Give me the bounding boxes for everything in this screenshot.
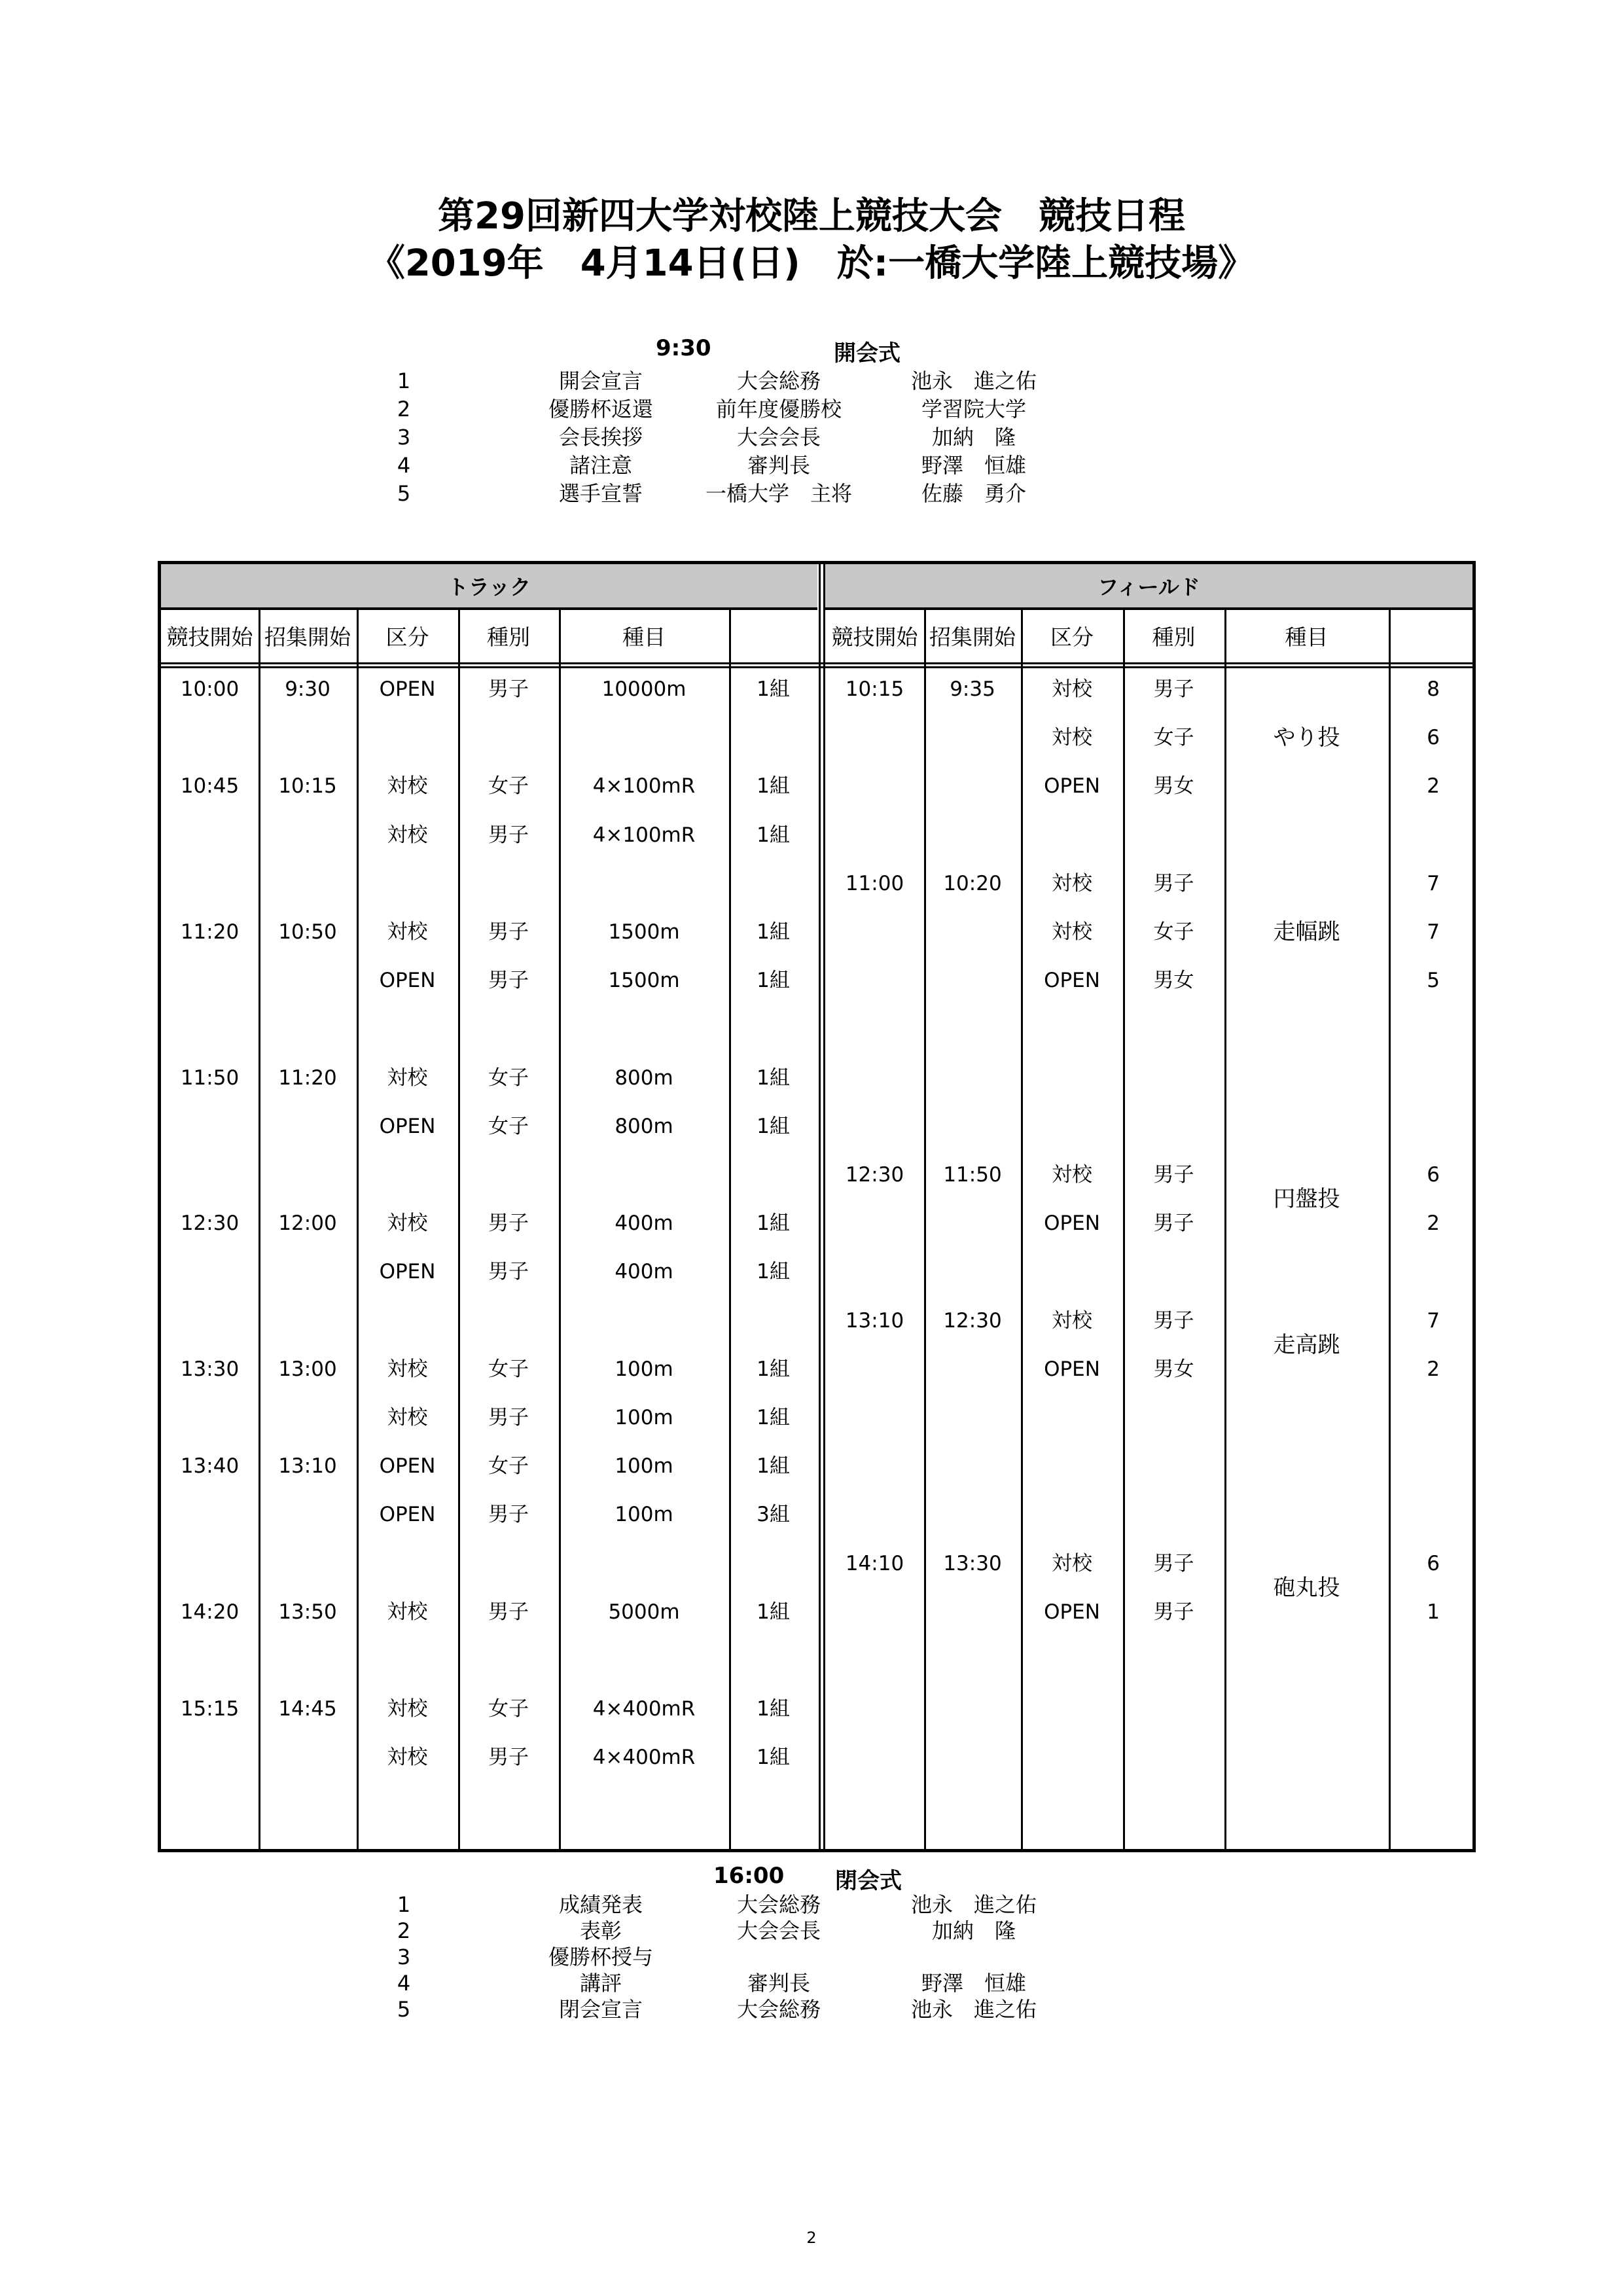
- opening-item-no: 2: [397, 397, 411, 422]
- opening-item-role: 大会会長: [736, 425, 821, 450]
- track-cell-cat: 男子: [488, 920, 529, 944]
- field-section-header: フィールド: [825, 564, 1472, 610]
- track-cell-cat: 男子: [488, 677, 529, 701]
- field-cell-div: OPEN: [1044, 774, 1100, 798]
- field-cell-start: [825, 919, 924, 945]
- track-cell-cat: 男子: [488, 1260, 529, 1283]
- track-cell-heat: 1組: [757, 969, 790, 992]
- track-cell-call: 11:20: [278, 1066, 337, 1090]
- field-header-cell: [1389, 613, 1472, 662]
- field-cell-cat: 男子: [1153, 872, 1194, 895]
- track-cell-start: 11:20: [180, 920, 240, 944]
- track-cell-event: 4×400mR: [592, 1697, 696, 1721]
- field-cell-call: 10:20: [943, 872, 1002, 895]
- field-cell-start: 12:30: [845, 1163, 904, 1187]
- track-cell-cat: 男子: [488, 823, 529, 847]
- closing-item-no: 1: [397, 1892, 411, 1917]
- opening-item-person: 学習院大学: [921, 397, 1026, 422]
- track-cell-event: 4×400mR: [592, 1746, 696, 1769]
- field-header-cell: 招集開始: [929, 624, 1016, 650]
- track-cell-start: 13:30: [180, 1357, 240, 1381]
- track-cell-div: 対校: [387, 920, 428, 944]
- field-cell-call: [924, 919, 1021, 945]
- field-cell-count: 6: [1427, 726, 1440, 749]
- track-cell-event: 1500m: [608, 969, 680, 992]
- field-cell-call: [924, 1599, 1021, 1625]
- track-cell-call: 14:45: [278, 1697, 337, 1721]
- track-cell-event: 4×100mR: [592, 823, 696, 847]
- opening-item-no: 1: [397, 368, 411, 393]
- opening-item-item: 選手宣誓: [558, 481, 643, 506]
- page-number: 2: [806, 2229, 817, 2247]
- closing-item-row: [0, 1995, 1623, 2024]
- track-cell-div: 対校: [387, 774, 428, 798]
- field-cell-start: 11:00: [845, 872, 904, 895]
- track-cell-cat: 女子: [488, 1697, 529, 1721]
- field-header-cell: 種別: [1152, 624, 1196, 650]
- field-cell-cat: 男女: [1153, 1357, 1194, 1381]
- track-cell-call: 13:50: [278, 1600, 337, 1624]
- track-header-cell: 種目: [622, 624, 666, 650]
- field-cell-call: [924, 725, 1021, 751]
- field-cell-call: [924, 773, 1021, 799]
- track-cell-call: [259, 1113, 357, 1139]
- field-cell-count: 2: [1427, 774, 1440, 798]
- closing-item-item: 表彰: [579, 1918, 622, 1943]
- closing-item-person: 池永 進之佑: [910, 1892, 1037, 1917]
- field-cell-start: [825, 1210, 924, 1236]
- closing-time: 16:00: [713, 1863, 785, 1889]
- track-cell-call: [259, 822, 357, 848]
- track-cell-start: 12:30: [180, 1211, 240, 1235]
- track-cell-start: [161, 822, 259, 848]
- opening-item-row: [0, 395, 1623, 423]
- field-event-name: 走高跳: [1273, 1332, 1340, 1358]
- track-cell-start: 15:15: [180, 1697, 240, 1721]
- opening-time: 9:30: [656, 335, 711, 361]
- track-cell-cat: 女子: [488, 1454, 529, 1478]
- field-cell-count: 7: [1427, 920, 1440, 944]
- track-cell-start: 11:50: [180, 1066, 240, 1090]
- track-cell-start: 10:00: [180, 677, 240, 701]
- track-cell-div: 対校: [387, 823, 428, 847]
- opening-item-row: [0, 423, 1623, 452]
- track-header-cell: 招集開始: [264, 624, 351, 650]
- track-cell-heat: 1組: [757, 920, 790, 944]
- field-cell-call: [924, 1356, 1021, 1382]
- field-cell-call: [924, 1210, 1021, 1236]
- track-cell-start: [161, 1113, 259, 1139]
- track-header-cell: [729, 613, 817, 662]
- field-cell-start: 13:10: [845, 1309, 904, 1333]
- track-cell-event: 100m: [615, 1357, 673, 1381]
- opening-item-item: 諸注意: [569, 453, 632, 478]
- track-cell-div: 対校: [387, 1406, 428, 1429]
- track-cell-start: [161, 1501, 259, 1528]
- closing-item-item: 成績発表: [558, 1892, 643, 1917]
- field-cell-count: 6: [1427, 1163, 1440, 1187]
- track-cell-heat: 1組: [757, 1697, 790, 1721]
- opening-item-no: 5: [397, 481, 411, 506]
- field-event-name: 走幅跳: [1273, 919, 1340, 945]
- field-cell-div: 対校: [1052, 1552, 1092, 1575]
- track-cell-div: 対校: [387, 1066, 428, 1090]
- track-section-header: トラック: [161, 564, 817, 610]
- track-cell-call: 10:15: [278, 774, 337, 798]
- section-divider-line: [819, 564, 821, 1849]
- document-title-line2: 《2019年 4月14日(日) 於:一橋大学陸上競技場》: [368, 242, 1255, 285]
- opening-item-role: 一橋大学 主将: [705, 481, 852, 506]
- track-cell-event: 100m: [615, 1454, 673, 1478]
- track-cell-heat: 1組: [757, 1406, 790, 1429]
- field-cell-cat: 男女: [1153, 774, 1194, 798]
- opening-item-role: 前年度優勝校: [715, 397, 842, 422]
- track-cell-heat: 1組: [757, 1211, 790, 1235]
- track-cell-start: 13:40: [180, 1454, 240, 1478]
- field-cell-div: 対校: [1052, 677, 1092, 701]
- closing-item-item: 閉会宣言: [558, 1997, 643, 2022]
- track-cell-cat: 男子: [488, 1746, 529, 1769]
- field-cell-cat: 男子: [1153, 1309, 1194, 1333]
- closing-item-no: 2: [397, 1918, 411, 1943]
- field-column-line: [1224, 610, 1226, 1849]
- closing-item-row: [0, 1969, 1623, 1998]
- opening-item-role: 審判長: [747, 453, 810, 478]
- field-cell-cat: 男子: [1153, 677, 1194, 701]
- closing-item-item: 優勝杯授与: [548, 1945, 653, 1969]
- opening-item-item: 開会宣言: [558, 368, 643, 393]
- track-cell-start: [161, 967, 259, 994]
- field-cell-cat: 男女: [1153, 969, 1194, 992]
- closing-item-role: 大会総務: [736, 1892, 821, 1917]
- closing-item-person: 池永 進之佑: [910, 1997, 1037, 2022]
- field-cell-div: 対校: [1052, 726, 1092, 749]
- opening-title: 開会式: [834, 340, 901, 367]
- track-cell-event: 5000m: [608, 1600, 680, 1624]
- opening-item-no: 3: [397, 425, 411, 450]
- field-cell-call: 13:30: [943, 1552, 1002, 1575]
- track-cell-cat: 女子: [488, 1357, 529, 1381]
- opening-item-person: 加納 隆: [931, 425, 1016, 450]
- field-cell-start: 10:15: [845, 677, 904, 701]
- field-cell-call: 9:35: [950, 677, 995, 701]
- field-cell-count: 2: [1427, 1357, 1440, 1381]
- opening-item-item: 優勝杯返還: [548, 397, 653, 422]
- track-cell-call: 10:50: [278, 920, 337, 944]
- opening-item-person: 佐藤 勇介: [921, 481, 1026, 506]
- track-cell-heat: 1組: [757, 1115, 790, 1138]
- closing-item-row: [0, 1943, 1623, 1971]
- field-cell-div: 対校: [1052, 1309, 1092, 1333]
- field-header-cell: 競技開始: [831, 624, 918, 650]
- track-cell-start: 10:45: [180, 774, 240, 798]
- field-cell-div: 対校: [1052, 872, 1092, 895]
- track-cell-call: 13:00: [278, 1357, 337, 1381]
- track-cell-cat: 男子: [488, 969, 529, 992]
- track-cell-call: [259, 1259, 357, 1285]
- closing-item-no: 5: [397, 1997, 411, 2022]
- opening-item-no: 4: [397, 453, 411, 478]
- field-cell-count: 8: [1427, 677, 1440, 701]
- field-cell-count: 2: [1427, 1211, 1440, 1235]
- track-cell-call: 13:10: [278, 1454, 337, 1478]
- track-cell-event: 800m: [615, 1066, 673, 1090]
- track-cell-cat: 女子: [488, 774, 529, 798]
- field-cell-div: 対校: [1052, 1163, 1092, 1187]
- closing-item-row: [0, 1916, 1623, 1945]
- track-cell-event: 400m: [615, 1260, 673, 1283]
- track-cell-heat: 1組: [757, 823, 790, 847]
- track-cell-event: 100m: [615, 1503, 673, 1526]
- track-cell-event: 1500m: [608, 920, 680, 944]
- closing-item-row: [0, 1890, 1623, 1919]
- opening-item-row: [0, 367, 1623, 395]
- closing-item-no: 4: [397, 1971, 411, 1996]
- track-cell-cat: 男子: [488, 1211, 529, 1235]
- section-divider-line: [823, 564, 825, 1849]
- field-cell-start: [825, 1356, 924, 1382]
- closing-item-role: 審判長: [747, 1971, 810, 1996]
- track-cell-cat: 男子: [488, 1406, 529, 1429]
- field-event-name: やり投: [1273, 725, 1340, 751]
- field-cell-start: 14:10: [845, 1552, 904, 1575]
- track-cell-div: OPEN: [379, 1115, 436, 1138]
- field-cell-call: [924, 967, 1021, 994]
- track-cell-heat: 1組: [757, 1260, 790, 1283]
- track-cell-call: 9:30: [285, 677, 330, 701]
- field-cell-start: [825, 773, 924, 799]
- opening-item-person: 池永 進之佑: [910, 368, 1037, 393]
- field-cell-cat: 女子: [1153, 920, 1194, 944]
- opening-item-row: [0, 451, 1623, 480]
- track-cell-call: [259, 1744, 357, 1770]
- field-cell-cat: 女子: [1153, 726, 1194, 749]
- track-cell-div: 対校: [387, 1357, 428, 1381]
- track-cell-div: OPEN: [379, 1454, 436, 1478]
- track-cell-heat: 1組: [757, 1600, 790, 1624]
- track-cell-heat: 1組: [757, 1066, 790, 1090]
- closing-item-person: 加納 隆: [931, 1918, 1016, 1943]
- field-cell-count: 1: [1427, 1600, 1440, 1624]
- field-cell-start: [825, 967, 924, 994]
- field-cell-count: 7: [1427, 1309, 1440, 1333]
- field-cell-count: 5: [1427, 969, 1440, 992]
- field-cell-div: OPEN: [1044, 1211, 1100, 1235]
- track-cell-div: OPEN: [379, 969, 436, 992]
- track-cell-call: [259, 1405, 357, 1431]
- track-cell-call: 12:00: [278, 1211, 337, 1235]
- track-cell-div: OPEN: [379, 1260, 436, 1283]
- track-cell-event: 800m: [615, 1115, 673, 1138]
- field-cell-div: OPEN: [1044, 1600, 1100, 1624]
- field-cell-div: 対校: [1052, 920, 1092, 944]
- field-cell-div: OPEN: [1044, 969, 1100, 992]
- closing-item-person: 野澤 恒雄: [921, 1971, 1026, 1996]
- document-title-line1: 第29回新四大学対校陸上競技大会 競技日程: [438, 195, 1185, 238]
- field-header-cell: 種目: [1285, 624, 1329, 650]
- field-cell-call: 12:30: [943, 1309, 1002, 1333]
- closing-item-role: 大会会長: [736, 1918, 821, 1943]
- track-cell-cat: 女子: [488, 1066, 529, 1090]
- opening-item-role: 大会総務: [736, 368, 821, 393]
- track-cell-cat: 男子: [488, 1600, 529, 1624]
- field-cell-cat: 男子: [1153, 1163, 1194, 1187]
- field-cell-call: 11:50: [943, 1163, 1002, 1187]
- track-cell-cat: 男子: [488, 1503, 529, 1526]
- track-cell-div: 対校: [387, 1211, 428, 1235]
- track-cell-heat: 1組: [757, 774, 790, 798]
- field-cell-start: [825, 1599, 924, 1625]
- field-header-cell: 区分: [1050, 624, 1094, 650]
- track-cell-event: 10000m: [601, 677, 687, 701]
- track-cell-event: 4×100mR: [592, 774, 696, 798]
- track-cell-div: OPEN: [379, 677, 436, 701]
- track-cell-cat: 女子: [488, 1115, 529, 1138]
- track-cell-div: 対校: [387, 1697, 428, 1721]
- track-header-cell: 競技開始: [166, 624, 253, 650]
- track-cell-div: 対校: [387, 1600, 428, 1624]
- track-cell-heat: 1組: [757, 677, 790, 701]
- track-header-cell: 種別: [487, 624, 530, 650]
- track-cell-call: [259, 967, 357, 994]
- field-cell-cat: 男子: [1153, 1211, 1194, 1235]
- track-cell-event: 400m: [615, 1211, 673, 1235]
- opening-item-row: [0, 479, 1623, 508]
- track-cell-start: [161, 1405, 259, 1431]
- field-cell-cat: 男子: [1153, 1552, 1194, 1575]
- track-cell-div: 対校: [387, 1746, 428, 1769]
- track-cell-start: 14:20: [180, 1600, 240, 1624]
- field-cell-div: OPEN: [1044, 1357, 1100, 1381]
- track-cell-div: OPEN: [379, 1503, 436, 1526]
- field-cell-count: 7: [1427, 872, 1440, 895]
- track-cell-heat: 1組: [757, 1357, 790, 1381]
- field-cell-cat: 男子: [1153, 1600, 1194, 1624]
- opening-item-person: 野澤 恒雄: [921, 453, 1026, 478]
- field-event-name: 円盤投: [1273, 1186, 1340, 1212]
- field-event-name: 砲丸投: [1273, 1575, 1340, 1601]
- closing-title: 閉会式: [835, 1868, 902, 1894]
- track-cell-start: [161, 1259, 259, 1285]
- track-cell-heat: 1組: [757, 1746, 790, 1769]
- opening-item-item: 会長挨拶: [558, 425, 643, 450]
- closing-item-no: 3: [397, 1945, 411, 1969]
- track-cell-start: [161, 1744, 259, 1770]
- closing-item-role: 大会総務: [736, 1997, 821, 2022]
- closing-item-item: 講評: [579, 1971, 622, 1996]
- track-cell-call: [259, 1501, 357, 1528]
- track-cell-event: 100m: [615, 1406, 673, 1429]
- field-cell-start: [825, 725, 924, 751]
- track-header-cell: 区分: [385, 624, 429, 650]
- track-cell-heat: 3組: [757, 1503, 790, 1526]
- track-cell-heat: 1組: [757, 1454, 790, 1478]
- field-cell-count: 6: [1427, 1552, 1440, 1575]
